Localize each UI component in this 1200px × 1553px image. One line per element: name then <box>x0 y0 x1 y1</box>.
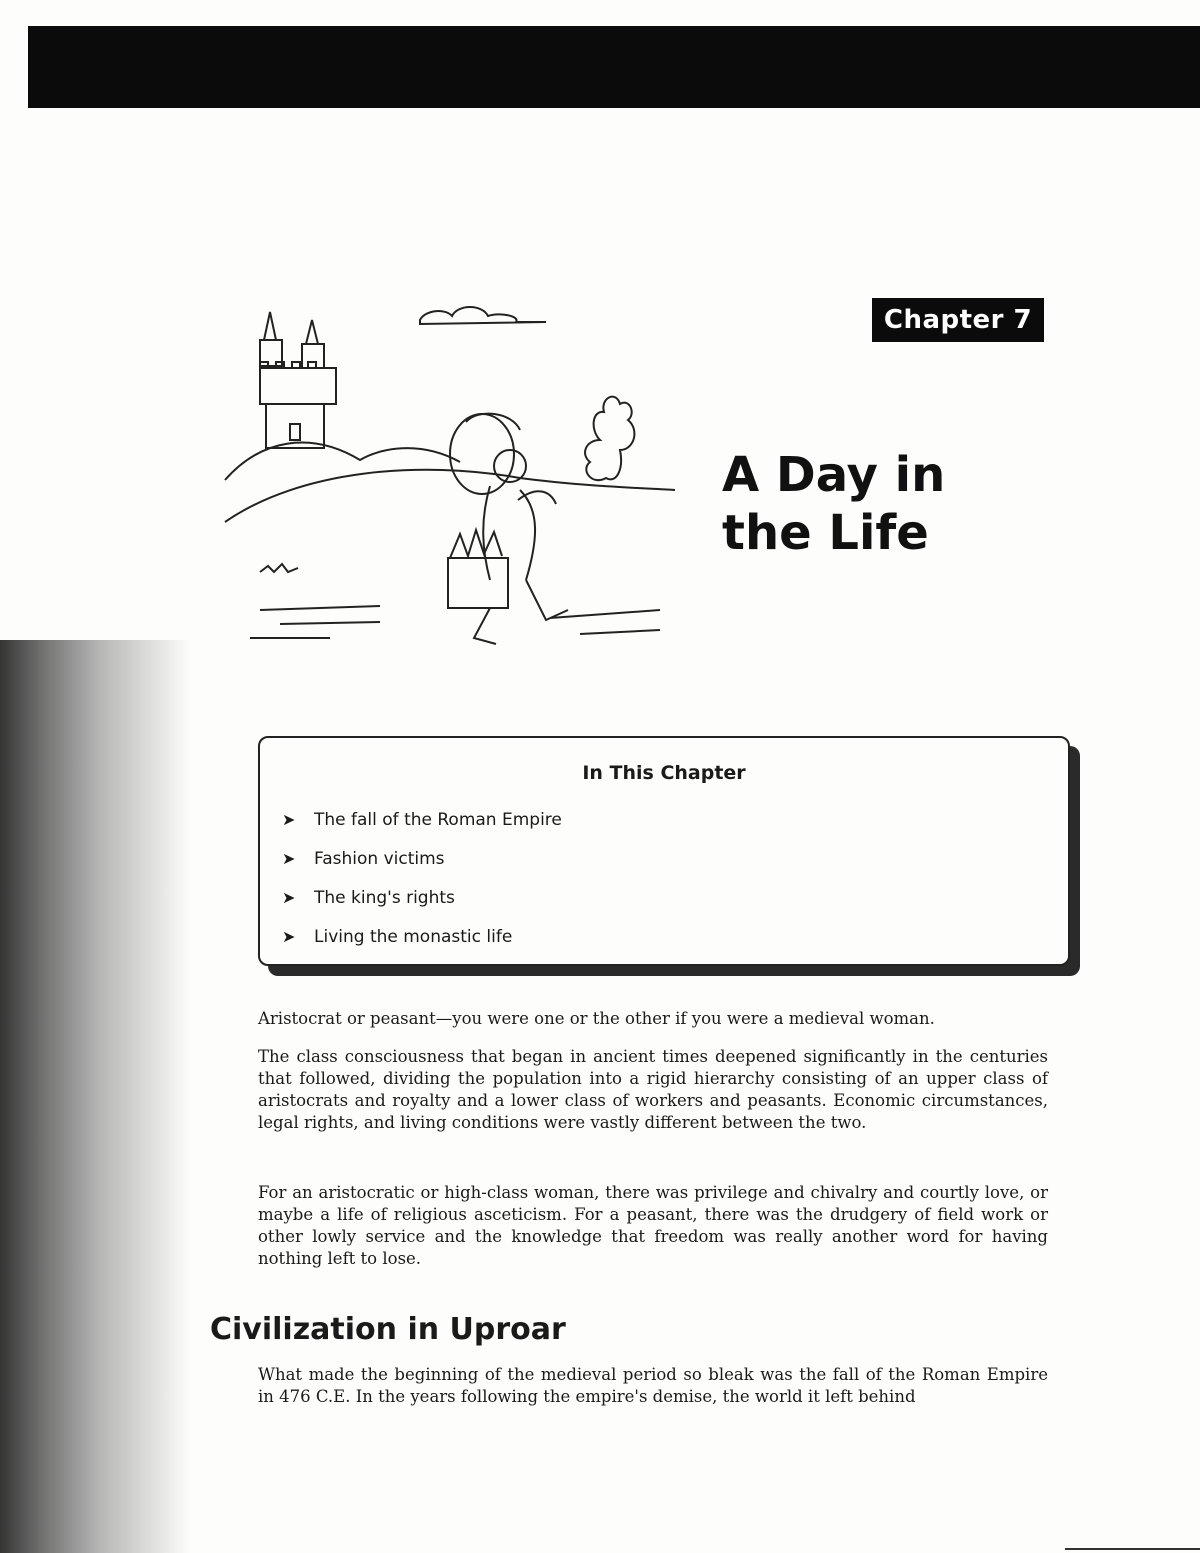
body-paragraph-aristocrat: For an aristocratic or high-class woman, there was privilege and chivalry and courtly love, or maybe a life of religious asceticism. For a peasant, there was the drudgery of field work or other lowly service and the knowledge that freedom was really another word for having nothing left to lose. <box>258 1183 1048 1268</box>
arrow-bullet-icon: ➤ <box>282 927 296 946</box>
hill-shape-2 <box>225 470 675 522</box>
chapter-title <box>722 446 1052 562</box>
arrow-bullet-icon: ➤ <box>282 849 296 868</box>
hill-shape <box>225 443 460 480</box>
ground-lines <box>250 606 660 638</box>
chapter-label: Chapter 7 <box>872 298 1044 342</box>
title-line-2: the Life <box>722 505 929 561</box>
list-item <box>282 917 562 956</box>
body-paragraph-class: The class consciousness that began in ancient times deepened significantly in the centuries that followed, dividing the population into a rigid hierarchy consisting of an upper class of aristocrats and royalty and a lower class of workers and peasants. Economic circumstances, legal rights, and living conditions were vastly different between the two. <box>258 1047 1048 1132</box>
list-item <box>282 800 562 839</box>
page-rule <box>1065 1548 1200 1550</box>
chapter-topic-list <box>282 800 562 956</box>
list-item <box>282 878 562 917</box>
title-line-1: A Day in <box>722 447 946 503</box>
list-item-text: Fashion victims <box>314 848 445 869</box>
cloud-shape <box>420 307 546 324</box>
grass-tuft <box>260 564 298 572</box>
list-item-text: Living the monastic life <box>314 926 513 947</box>
list-item-text: The fall of the Roman Empire <box>314 809 562 830</box>
castle-shape <box>260 312 336 448</box>
in-this-chapter-heading: In This Chapter <box>582 762 746 784</box>
section-heading: Civilization in Uproar <box>210 1312 566 1347</box>
top-black-band <box>28 26 1200 108</box>
scan-edge-shadow <box>0 640 200 1553</box>
list-item-text: The king's rights <box>314 887 455 908</box>
list-item <box>282 839 562 878</box>
in-this-chapter-box <box>258 736 1070 966</box>
woman-figure <box>448 414 568 644</box>
intro-paragraph: Aristocrat or peasant—you were one or the other if you were a medieval woman. <box>258 1009 935 1028</box>
medieval-woman-illustration <box>220 290 680 660</box>
section-paragraph: What made the beginning of the medieval period so bleak was the fall of the Roman Empire in 476 C.E. In the years following the empire's demise, the world it left behind <box>258 1365 1048 1406</box>
arrow-bullet-icon: ➤ <box>282 888 296 907</box>
tree-shape <box>585 397 634 480</box>
arrow-bullet-icon: ➤ <box>282 810 296 829</box>
